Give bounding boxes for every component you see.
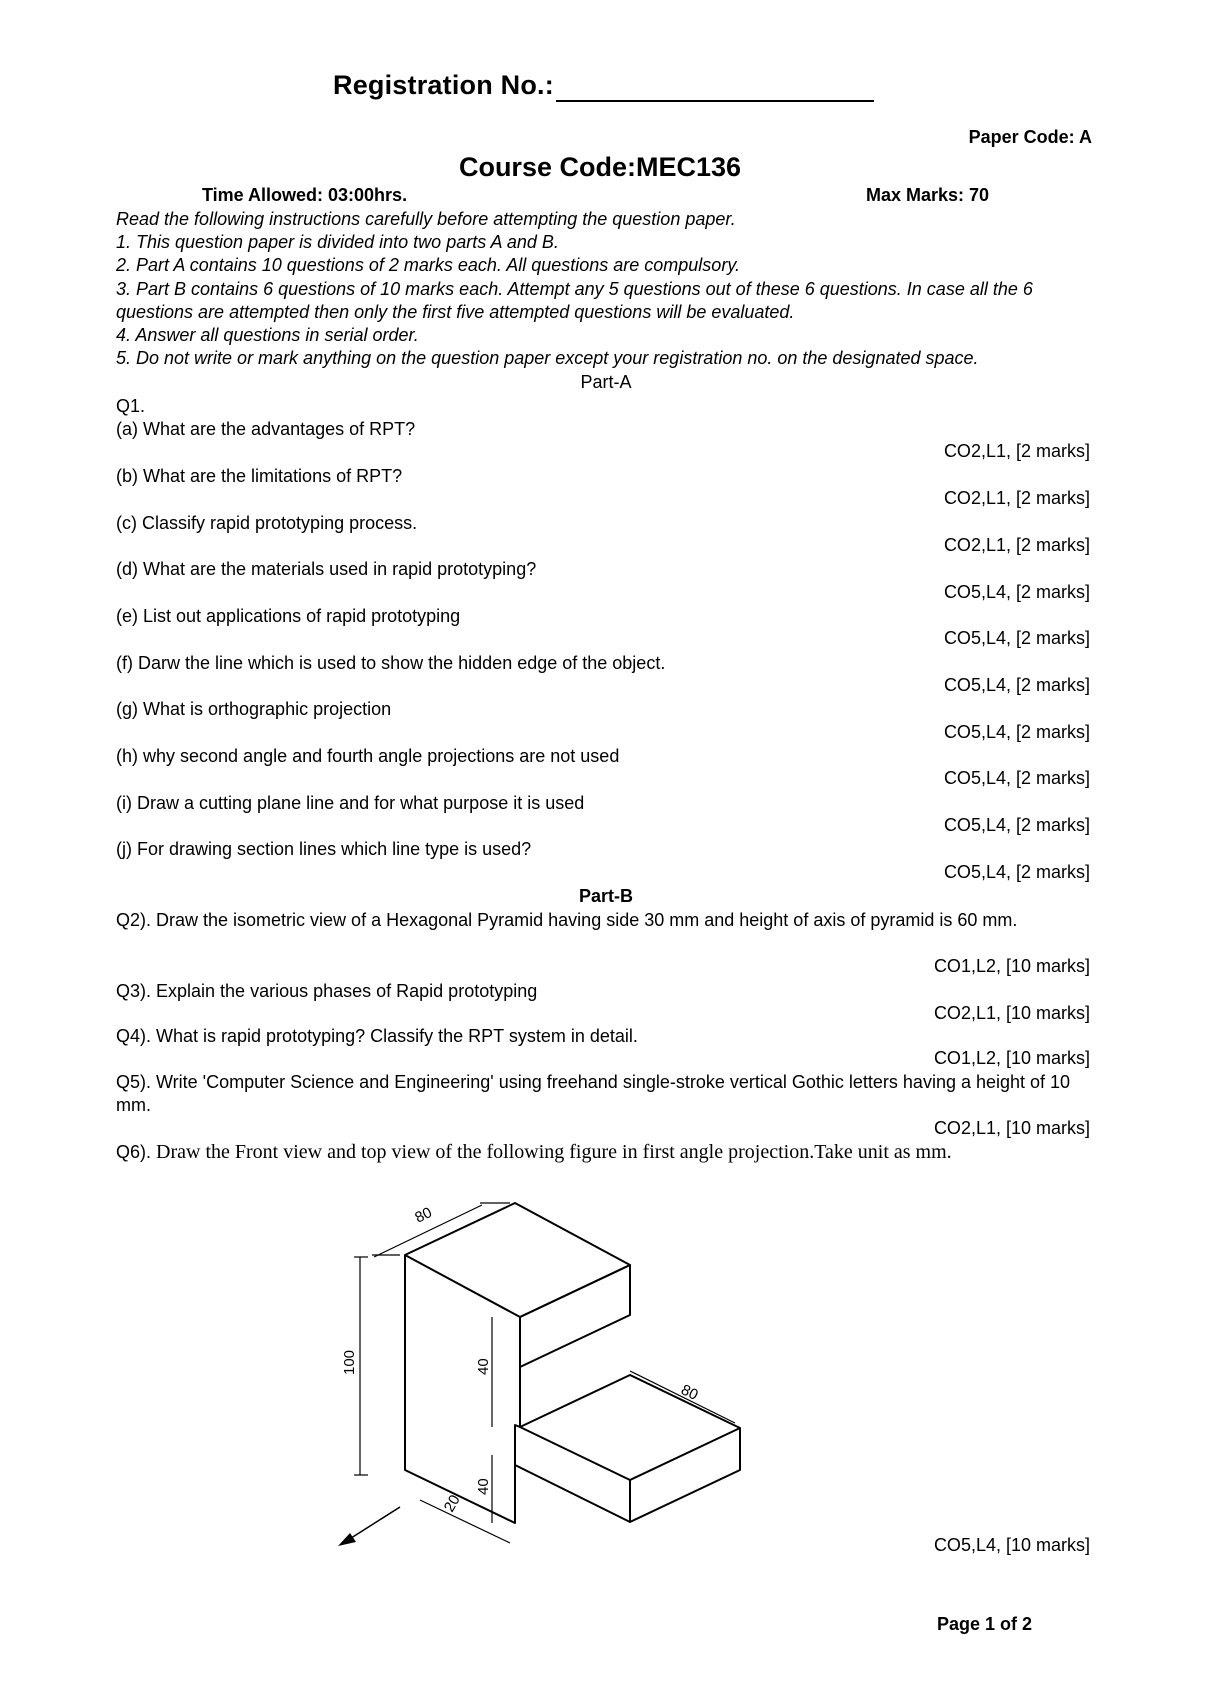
isometric-figure [341,1195,760,1555]
q3-text: Q3). Explain the various phases of Rapid prototyping [116,981,538,1001]
q6-marks: CO5,L4, [10 marks] [933,1535,1090,1555]
dim-height: 100 [341,1349,358,1375]
q1h-marks: CO5,L4, [2 marks] [943,768,1090,788]
dim-lower-step: 40 [475,1478,492,1495]
q1j-marks: CO5,L4, [2 marks] [943,862,1090,882]
q1e-marks: CO5,L4, [2 marks] [943,628,1090,648]
q1d-marks: CO5,L4, [2 marks] [943,582,1090,602]
instruction-line: 4. Answer all questions in serial order. [116,325,419,346]
q1i-marks: CO5,L4, [2 marks] [943,815,1090,835]
q1g-text: (g) What is orthographic projection [116,699,392,719]
instruction-line: Read the following instructions carefully before attempting the question paper. [116,209,736,229]
dim-step-length: 80 [678,1381,701,1404]
dim-top-depth: 80 [412,1204,435,1227]
upper-block-right-face [520,1265,630,1367]
q1c-text: (c) Classify rapid prototyping process. [116,513,418,533]
q1b-marks: CO2,L1, [2 marks] [943,488,1090,508]
q1b-text: (b) What are the limitations of RPT? [116,466,403,486]
lower-step-right-face [630,1428,740,1522]
upper-block-top-face [405,1203,630,1317]
paper-code: Paper Code: A [968,127,1092,147]
q5-text: Q5). Write 'Computer Science and Engineering' using freehand single-stroke vertical Gothic letters having a height of 10 mm. [116,1072,1071,1115]
q1c-marks: CO2,L1, [2 marks] [943,535,1090,555]
q1a-marks: CO2,L1, [2 marks] [943,441,1090,461]
dim-upper-step: 40 [475,1358,492,1375]
part-a-title: Part-A [580,372,632,392]
q1a-text: (a) What are the advantages of RPT? [116,419,416,439]
q1d-text: (d) What are the materials used in rapid prototyping? [116,559,537,579]
lower-step-top-face [520,1375,740,1480]
course-code: Course Code:MEC136 [458,152,742,182]
instructions [116,208,1096,370]
registration-blank-line [556,100,874,102]
dimension-lines [354,1203,735,1543]
q1-label: Q1. [116,396,146,416]
instruction-line: 5. Do not write or mark anything on the question paper except your registration no. on the designated space. [116,348,979,369]
q6-body: Draw the Front view and top view of the following figure in first angle projection.Take unit as mm. [156,1141,952,1163]
time-allowed: Time Allowed: 03:00hrs. [202,185,408,205]
q1g-marks: CO5,L4, [2 marks] [943,722,1090,742]
left-tall-face [405,1255,520,1523]
q1f-text: (f) Darw the line which is used to show the hidden edge of the object. [116,653,666,673]
q6-text [116,1141,1116,1164]
q6-prefix: Q6). [116,1142,157,1162]
instruction-line: 2. Part A contains 10 questions of 2 marks each. All questions are compulsory. [116,255,740,276]
q2-text: Q2). Draw the isometric view of a Hexagonal Pyramid having side 30 mm and height of axis of pyramid is 60 mm. [116,910,1018,930]
dim-bottom-width: 20 [440,1492,464,1515]
q1i-text: (i) Draw a cutting plane line and for what purpose it is used [116,793,585,813]
instruction-line: 3. Part B contains 6 questions of 10 marks each. Attempt any 5 questions out of these 6 questions. In case all the 6 questions are attempted then only the first five attempted questions will be evaluated. [116,278,1033,322]
q2-marks: CO1,L2, [10 marks] [933,956,1090,976]
instruction-line: 1. This question paper is divided into two parts A and B. [116,232,559,253]
q1e-text: (e) List out applications of rapid prototyping [116,606,461,626]
q5-marks: CO2,L1, [10 marks] [933,1118,1090,1138]
part-b-title: Part-B [578,886,633,906]
q1j-text: (j) For drawing section lines which line type is used? [116,839,532,859]
q1h-text: (h) why second angle and fourth angle projections are not used [116,746,620,766]
q4-text: Q4). What is rapid prototyping? Classify the RPT system in detail. [116,1026,638,1046]
registration-label: Registration No.: [333,70,554,100]
max-marks: Max Marks: 70 [866,185,990,205]
q1f-marks: CO5,L4, [2 marks] [943,675,1090,695]
q4-marks: CO1,L2, [10 marks] [933,1048,1090,1068]
page-number: Page 1 of 2 [936,1614,1032,1634]
view-direction-arrow [338,1507,400,1546]
q3-marks: CO2,L1, [10 marks] [933,1003,1090,1023]
